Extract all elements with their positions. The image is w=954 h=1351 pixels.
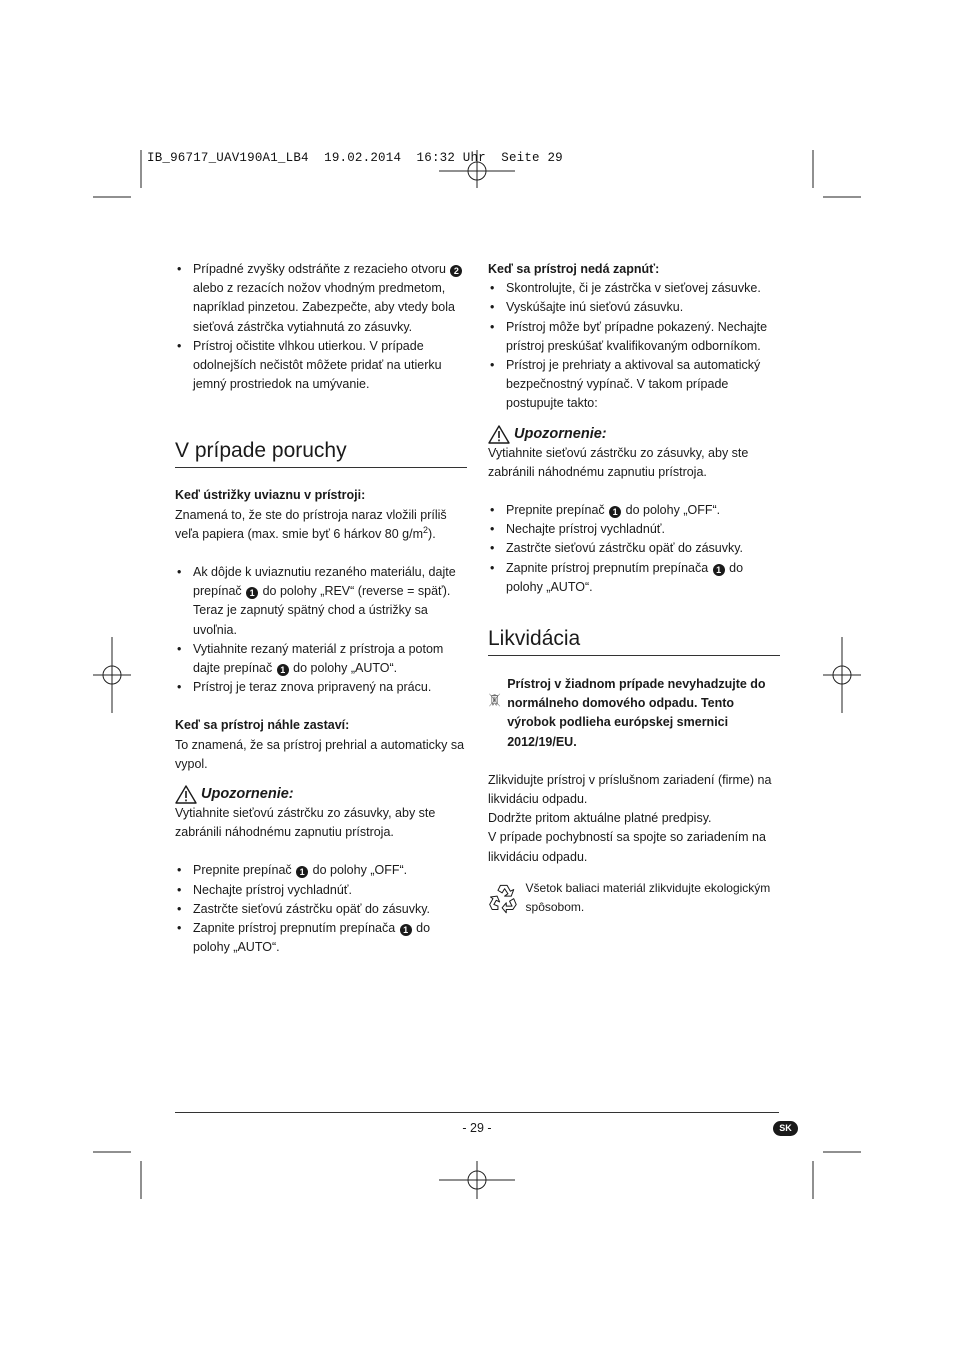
list-item-text: do polohy „OFF“. [622,503,721,518]
left-column [175,260,467,957]
list-item-text: Prístroj očistite vlhkou utierkou. V prípade odolnejších nečistôt môžete pridať na utierku jemný prostriedok na umývanie. [193,338,442,392]
list-item-text: Prístroj je prehriaty a aktivoval sa automatický bezpečnostný vypínač. V takom prípade postupujte takto: [506,358,761,411]
list-item [175,563,467,640]
weee-text: Prístroj v žiadnom prípade nevyhadzujte do normálneho domového odpadu. Tento výrobok podlieha európskej smernici 2012/19/EU. [507,677,766,749]
list-item-text: Prístroj je teraz znova pripravený na prácu. [193,680,432,695]
list-item-text: do polohy „AUTO“. [289,661,398,676]
list-item-text: Zapnite prístroj prepnutím prepínača [193,921,399,936]
weee-notice [488,675,780,752]
warning-triangle-icon [175,785,197,804]
list-item-text: Prepnite prepínač [193,863,296,878]
intro-list [175,260,467,394]
print-header: IB_96717_UAV190A1_LB4 19.02.2014 16:32 Uhr Seite 29 [147,151,563,165]
stop-text: To znamená, že sa prístroj prehrial a automaticky sa vypol. [175,737,465,771]
language-badge: SK [773,1121,798,1136]
list-item-text: Nechajte prístroj vychladnúť. [506,522,665,537]
list-item [175,260,467,337]
jam-heading: Keď ústrižky uviaznu v prístroji: [175,488,366,503]
section-title-disposal: Likvidácia [488,625,780,656]
list-item-text: Skontrolujte, či je zástrčka v sieťovej zásuvke. [506,281,761,296]
list-item-text: Vytiahnite rezaný materiál z prístroja a potom dajte prepínač [193,641,444,676]
list-item-text: do polohy „REV“ (reverse = späť). Teraz je zapnutý spätný chod a ústrižky sa uvoľnia. [193,584,451,637]
warning-triangle-icon [488,425,510,444]
stop-heading: Keď sa prístroj náhle zastaví: [175,718,350,733]
list-item-text: alebo z rezacích nožov vhodným predmetom, napríklad pinzetou. Zabezpečte, aby vtedy bola sieťová zástrčka vytiahnutá zo zásuvky. [193,281,455,334]
warning-heading [175,784,467,804]
list-item [175,861,467,880]
disposal-line: Dodržte pritom aktuálne platné predpisy. [488,811,712,826]
list-item [488,298,780,317]
section-title-faults: V prípade poruchy [175,437,467,468]
jam-list [175,563,467,697]
circled-number-1: 1 [609,506,621,518]
warning-list [175,861,467,957]
recycle-text: Všetok baliaci materiál zlikvidujte ekologickým spôsobom. [525,880,771,914]
list-item-text: Zastrčte sieťovú zástrčku opäť do zásuvky. [193,901,431,916]
disposal-line: Zlikvidujte prístroj v príslušnom zariadení (firme) na likvidáciu odpadu. [488,772,772,807]
warning-heading-right [488,424,780,444]
list-item-text: Prepnite prepínač [506,503,609,518]
warning-text-right: Vytiahnite sieťovú zástrčku zo zásuvky, aby ste zabránili náhodnému zapnutiu prístroja. [488,445,749,479]
list-item [488,539,780,558]
circled-number-1: 1 [296,866,308,878]
footer-rule [175,1112,779,1113]
list-item-text: Prístroj môže byť prípadne pokazený. Nechajte prístroj preskúšať kvalifikovaným odborníkom. [506,319,768,353]
list-item [175,900,467,919]
warning-list-right [488,501,780,597]
crossed-bin-icon [488,678,501,722]
list-item-text: Zapnite prístroj prepnutím prepínača [506,560,712,575]
disposal-line: V prípade pochybností sa spojte so zariadením na likvidáciu odpadu. [488,830,766,864]
recycle-notice [488,879,780,917]
list-item-text: Zastrčte sieťovú zástrčku opäť do zásuvky. [506,541,744,556]
list-item-text: Ak dôjde k uviaznutiu rezaného materiálu, dajte prepínač [193,565,456,599]
list-item [488,501,780,520]
circled-number-1: 1 [400,924,412,936]
list-item [488,559,780,597]
list-item [175,337,467,395]
list-item [175,640,467,678]
list-item [488,356,780,414]
list-item-text: do polohy „AUTO“. [193,921,431,955]
list-item [488,520,780,539]
list-item [175,678,467,697]
circled-number-1: 1 [713,564,725,576]
noswitch-list [488,279,780,413]
circled-number-2: 2 [450,265,462,277]
list-item-text: Prípadné zvyšky odstráňte z rezacieho otvoru [193,262,450,276]
circled-number-1: 1 [277,664,289,676]
right-column [488,260,780,917]
recycle-icon [488,879,520,915]
page-number: - 29 - [462,1121,492,1135]
warning-text: Vytiahnite sieťovú zástrčku zo zásuvky, aby ste zabránili náhodnému zapnutiu prístroja. [175,806,436,840]
list-item [488,318,780,356]
list-item-text: Nechajte prístroj vychladnúť. [193,882,352,897]
list-item [488,279,780,298]
circled-number-1: 1 [246,587,258,599]
noswitch-heading: Keď sa prístroj nedá zapnúť: [488,262,660,276]
jam-text: Znamená to, že ste do prístroja naraz vložili príliš veľa papiera (max. smie byť 6 hárkov 80 $g/m^2$). [175,507,447,541]
list-item-text: Vyskúšajte inú sieťovú zásuvku. [506,300,684,315]
superscript-2: 2 [423,524,429,535]
list-item [175,919,467,957]
warning-title: Upozornenie: [201,786,294,803]
warning-title: Upozornenie: [514,425,607,442]
list-item [175,881,467,900]
list-item-text: do polohy „AUTO“. [506,560,744,594]
list-item-text: do polohy „OFF“. [309,863,408,878]
